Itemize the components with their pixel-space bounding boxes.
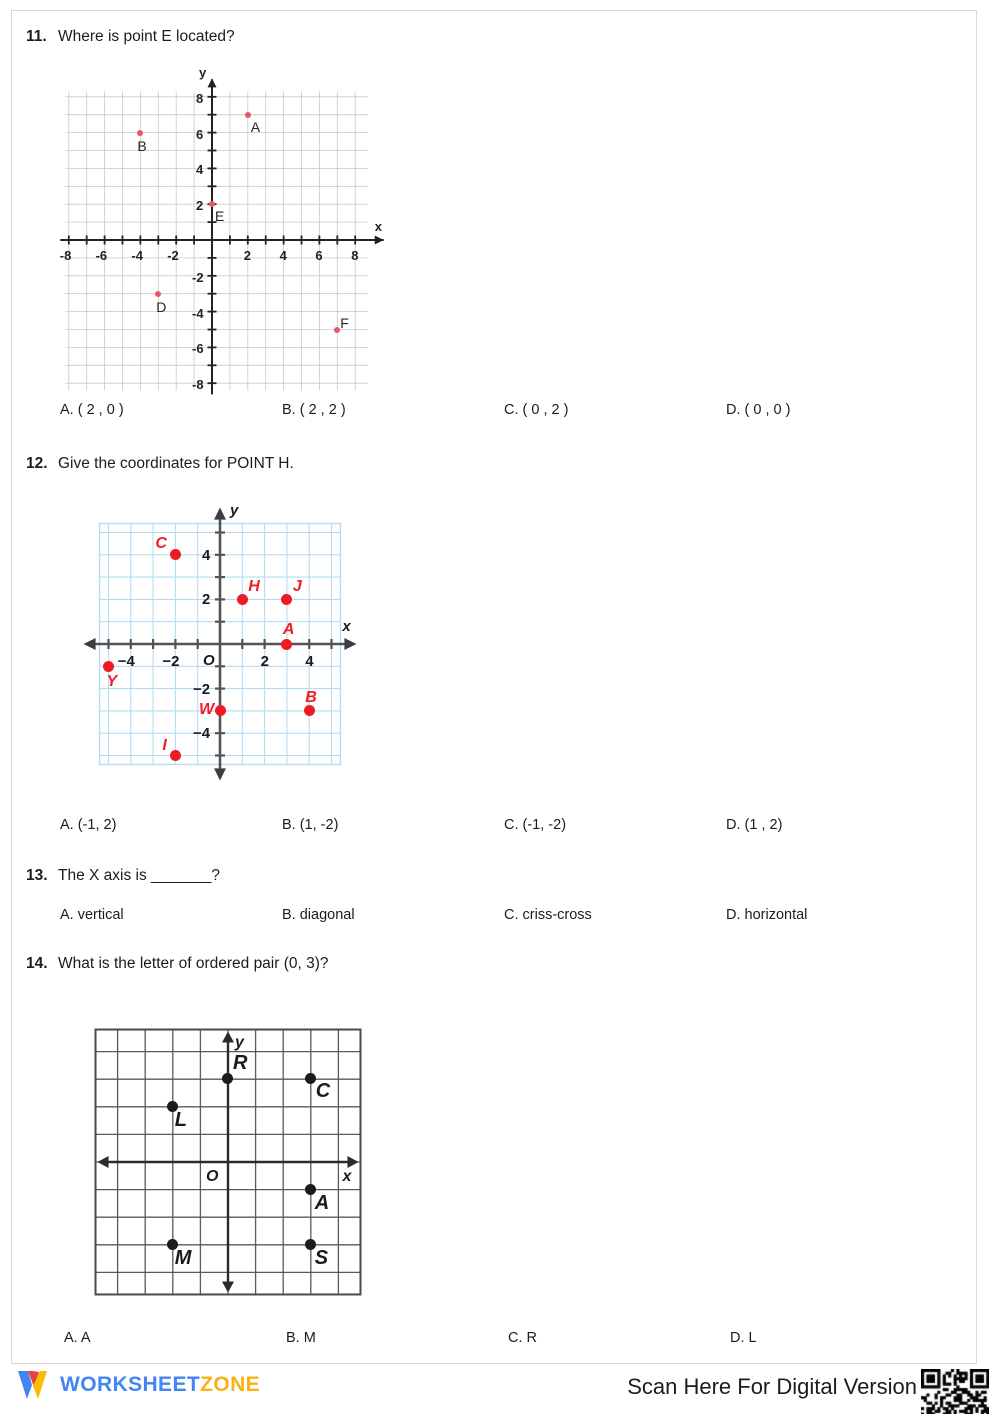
question-11-heading — [26, 28, 956, 46]
graph-q12-y-axis-label: y — [230, 501, 239, 519]
question-12 — [26, 455, 956, 473]
question-11-number: 11. — [26, 28, 47, 45]
question-14-number: 14. — [26, 955, 48, 972]
question-13-choices — [60, 907, 960, 923]
choice-11-b[interactable]: B. ( 2 , 2 ) — [282, 402, 346, 418]
question-12-choices — [60, 817, 960, 833]
graph-q14-y-axis-label: y — [235, 1033, 244, 1051]
logo-text — [60, 1373, 260, 1397]
graph-q11-label-B: B — [137, 137, 147, 154]
graph-q12-point-I — [170, 750, 181, 761]
question-11-text: Where is point E located? — [58, 28, 235, 45]
graph-q11-ytick--8: -8 — [192, 377, 204, 393]
graph-q12-xtick--4: −4 — [117, 653, 135, 670]
question-13-heading — [26, 867, 956, 885]
question-14-text: What is the letter of ordered pair (0, 3)? — [58, 955, 329, 972]
choice-13-a[interactable]: A. vertical — [60, 907, 124, 923]
coordinate-graph-question-11 — [55, 65, 395, 398]
graph-q11-svg — [55, 68, 395, 398]
graph-q12-xtick--2: −2 — [162, 653, 180, 670]
graph-q11-xtick-8: 8 — [351, 248, 359, 263]
graph-q12-xtick-4: 4 — [305, 653, 314, 670]
graph-q12-label-I: I — [162, 736, 167, 754]
question-12-number: 12. — [26, 455, 48, 472]
choice-14-d[interactable]: D. L — [730, 1330, 757, 1346]
choice-12-a[interactable]: A. (-1, 2) — [60, 817, 117, 833]
graph-q11-ytick-6: 6 — [196, 126, 204, 142]
choice-14-b[interactable]: B. M — [286, 1330, 316, 1346]
graph-q12-point-Y — [103, 661, 114, 672]
question-14 — [26, 955, 956, 973]
graph-q12-ytick-2: 2 — [202, 591, 211, 609]
graph-q11-xtick--6: -6 — [95, 248, 108, 263]
graph-q14-label-S: S — [314, 1246, 329, 1269]
scan-instruction-text: Scan Here For Digital Version — [627, 1374, 917, 1399]
graph-q14-origin-label: O — [206, 1168, 219, 1185]
graph-q11-xtick--4: -4 — [131, 248, 143, 263]
graph-q12-label-Y: Y — [106, 673, 118, 691]
choice-13-c[interactable]: C. criss-cross — [504, 907, 592, 923]
graph-q11-ytick-2: 2 — [196, 198, 204, 214]
qr-code[interactable] — [918, 1366, 992, 1414]
graph-q11-ytick--6: -6 — [192, 341, 204, 357]
graph-q11-point-A — [245, 112, 251, 118]
graph-q11-point-D — [155, 291, 161, 297]
graph-q11-xtick-6: 6 — [315, 248, 323, 263]
coordinate-graph-question-12 — [68, 492, 388, 802]
graph-q14-x-axis-label: x — [342, 1168, 352, 1185]
graph-q12-x-axis-label: x — [342, 618, 351, 635]
graph-q14-label-A: A — [314, 1191, 330, 1214]
logo-text-worksheet: WORKSHEET — [60, 1373, 201, 1396]
choice-11-d[interactable]: D. ( 0 , 0 ) — [726, 402, 791, 418]
graph-q14-label-M: M — [174, 1246, 192, 1269]
page-footer — [0, 1364, 1000, 1414]
question-13 — [26, 867, 956, 885]
graph-q11-xtick-4: 4 — [279, 248, 287, 263]
graph-q11-label-A: A — [250, 118, 261, 135]
graph-q11-xtick-2: 2 — [243, 248, 252, 263]
graph-q12-label-J: J — [292, 578, 302, 596]
choice-13-d[interactable]: D. horizontal — [726, 907, 808, 923]
choice-12-c[interactable]: C. (-1, -2) — [504, 817, 567, 833]
choice-14-c[interactable]: C. R — [508, 1330, 537, 1346]
question-13-number: 13. — [26, 867, 48, 884]
graph-q12-ytick-4: 4 — [202, 546, 211, 564]
graph-q11-ytick-4: 4 — [196, 162, 204, 178]
choice-11-a[interactable]: A. ( 2 , 0 ) — [60, 402, 124, 418]
question-13-text: The X axis is _______? — [58, 867, 220, 884]
graph-q14-point-C — [305, 1073, 316, 1084]
graph-q11-label-E: E — [215, 208, 225, 225]
graph-q12-svg — [68, 492, 388, 802]
graph-q12-point-A — [281, 639, 292, 650]
question-12-text: Give the coordinates for POINT H. — [58, 455, 294, 472]
graph-q12-ytick--2: −2 — [193, 680, 211, 698]
logo-text-zone: ZONE — [200, 1373, 261, 1396]
question-14-choices — [64, 1330, 964, 1346]
graph-q11-ytick--4: -4 — [192, 305, 204, 321]
choice-12-d[interactable]: D. (1 , 2) — [726, 817, 783, 833]
question-11 — [26, 28, 956, 46]
graph-q12-label-H: H — [248, 578, 260, 596]
graph-q11-label-F: F — [340, 314, 349, 331]
worksheet-zone-logo — [16, 1368, 260, 1402]
question-11-choices — [60, 402, 960, 418]
logo-w-icon — [16, 1368, 52, 1402]
graph-q11-ytick--2: -2 — [192, 269, 204, 285]
graph-q12-xtick-2: 2 — [260, 653, 269, 670]
graph-q12-point-W — [215, 705, 226, 716]
graph-q11-y-axis-label: y — [199, 65, 207, 81]
graph-q11-ytick-8: 8 — [196, 90, 204, 106]
question-12-heading — [26, 455, 956, 473]
coordinate-graph-question-14 — [92, 1014, 377, 1306]
graph-q12-origin-label: O — [203, 652, 215, 669]
choice-11-c[interactable]: C. ( 0 , 2 ) — [504, 402, 569, 418]
choice-13-b[interactable]: B. diagonal — [282, 907, 355, 923]
graph-q14-label-L: L — [174, 1108, 188, 1131]
choice-14-a[interactable]: A. A — [64, 1330, 91, 1346]
graph-q14-label-C: C — [315, 1080, 331, 1103]
graph-q12-label-W: W — [199, 700, 215, 718]
graph-q12-label-B: B — [305, 688, 317, 706]
graph-q12-label-A: A — [282, 621, 295, 638]
graph-q11-xtick--8: -8 — [59, 248, 72, 263]
graph-q12-ytick--4: −4 — [193, 725, 211, 743]
question-14-heading — [26, 955, 956, 973]
graph-q12-point-H — [237, 594, 248, 605]
graph-q14-label-R: R — [233, 1052, 248, 1075]
choice-12-b[interactable]: B. (1, -2) — [282, 817, 339, 833]
graph-q11-x-axis-label: x — [374, 219, 382, 234]
graph-q12-label-C: C — [155, 534, 167, 552]
graph-q11-xtick--2: -2 — [167, 248, 179, 263]
graph-q11-label-D: D — [156, 298, 167, 315]
